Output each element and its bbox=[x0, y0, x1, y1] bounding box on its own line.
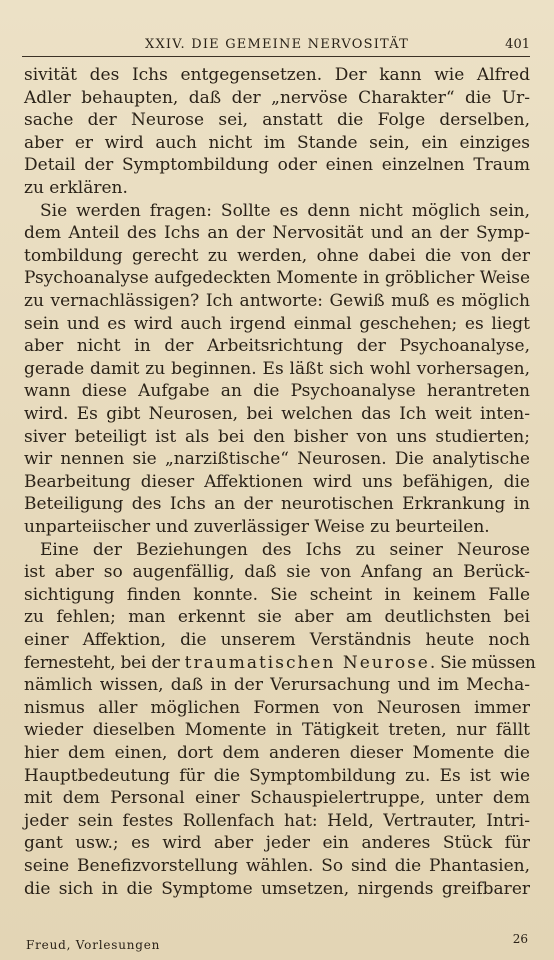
text-line: unparteiischer und zuverlässiger Weise zu beurteilen. bbox=[24, 517, 490, 537]
spaced-term-tail: . Sie müssen bbox=[429, 652, 536, 673]
text-line: nämlich wissen, daß in der Verursachung und im Mecha- bbox=[24, 675, 530, 696]
running-head: XXIV. DIE GEMEINE NERVOSITÄT bbox=[145, 37, 409, 52]
text-line: sache der Neurose sei, anstatt die Folge derselben, bbox=[24, 110, 530, 131]
text-line: Eine der Beziehungen des Ichs zu seiner Neurose bbox=[40, 539, 530, 560]
text-line: Bearbeitung dieser Affektionen wird uns befähigen, die bbox=[24, 471, 530, 492]
signature-footer: Freud, Vorlesungen bbox=[26, 938, 161, 952]
text-line: gerade damit zu beginnen. Es läßt sich wohl vorhersagen, bbox=[24, 358, 530, 379]
text-line: jeder sein festes Rollenfach hat: Held, Vertrauter, Intri- bbox=[24, 810, 530, 831]
text-line: tombildung gerecht zu werden, ohne dabei die von der bbox=[24, 245, 530, 266]
text-line: wir nennen sie „narzißtische“ Neurosen. Die analytische bbox=[24, 449, 530, 470]
text-line: wird. Es gibt Neurosen, bei welchen das Ich weit inten- bbox=[24, 404, 530, 424]
text-line: Beteiligung des Ichs an der neurotischen Erkrankung in bbox=[24, 494, 530, 515]
text-line: einer Affektion, die unserem Verständnis heute noch bbox=[24, 630, 530, 650]
text-line: sichtigung finden konnte. Sie scheint in keinem Falle bbox=[24, 584, 530, 605]
text-line: Hauptbedeutung für die Symptombildung zu. Es ist wie bbox=[24, 765, 530, 786]
text-line: aber nicht in der Arbeitsrichtung der Psychoanalyse, bbox=[24, 336, 530, 357]
text-line: dem Anteil des Ichs an der Nervosität und an der Symp- bbox=[24, 223, 530, 244]
page-number: 401 bbox=[505, 37, 530, 52]
text-line: zu fehlen; man erkennt sie aber am deutlichsten bei bbox=[24, 607, 530, 628]
text-line: Psychoanalyse aufgedeckten Momente in gröblicher Weise bbox=[24, 268, 531, 289]
text-line: die sich in die Symptome umsetzen, nirgends greifbarer bbox=[24, 878, 530, 899]
text-line: ist aber so augenfällig, daß sie von Anfang an Berück- bbox=[24, 562, 530, 583]
text-line: sivität des Ichs entgegensetzen. Der kann wie Alfred bbox=[24, 65, 530, 85]
text-line: zu vernachlässigen? Ich antworte: Gewiß muß es möglich bbox=[24, 291, 530, 311]
text-line: Detail der Symptombildung oder einen einzelnen Traum bbox=[24, 155, 530, 176]
text-line: sein und es wird auch irgend einmal geschehen; es liegt bbox=[24, 313, 530, 334]
text-line: wieder dieselben Momente in Tätigkeit treten, nur fällt bbox=[24, 720, 530, 741]
text-line: aber er wird auch nicht im Stande sein, ein einziges bbox=[24, 132, 530, 153]
text-line: mit dem Personal einer Schauspielertruppe, unter dem bbox=[24, 788, 530, 809]
text-line: seine Benefizvorstellung wählen. So sind die Phantasien, bbox=[24, 856, 530, 876]
text-line: Adler behaupten, daß der „nervöse Charakter“ die Ur- bbox=[24, 87, 530, 108]
signature-number: 26 bbox=[512, 932, 528, 946]
text-line: siver beteiligt ist als bei den bisher von uns studierten; bbox=[24, 426, 530, 447]
spaced-term: traumatischen Neurose bbox=[184, 652, 430, 673]
text-line: Sie werden fragen: Sollte es denn nicht möglich sein, bbox=[40, 200, 530, 221]
text-line: fernesteht, bei der traumatischen Neurose. Sie müssen bbox=[24, 652, 536, 673]
text-line: hier dem einen, dort dem anderen dieser Momente die bbox=[24, 743, 530, 763]
text-line: nismus aller möglichen Formen von Neurosen immer bbox=[24, 697, 530, 718]
text-line: wann diese Aufgabe an die Psychoanalyse herantreten bbox=[24, 381, 530, 402]
text-line: zu erklären. bbox=[24, 178, 128, 198]
text-line: gant usw.; es wird aber jeder ein anderes Stück für bbox=[24, 833, 530, 854]
